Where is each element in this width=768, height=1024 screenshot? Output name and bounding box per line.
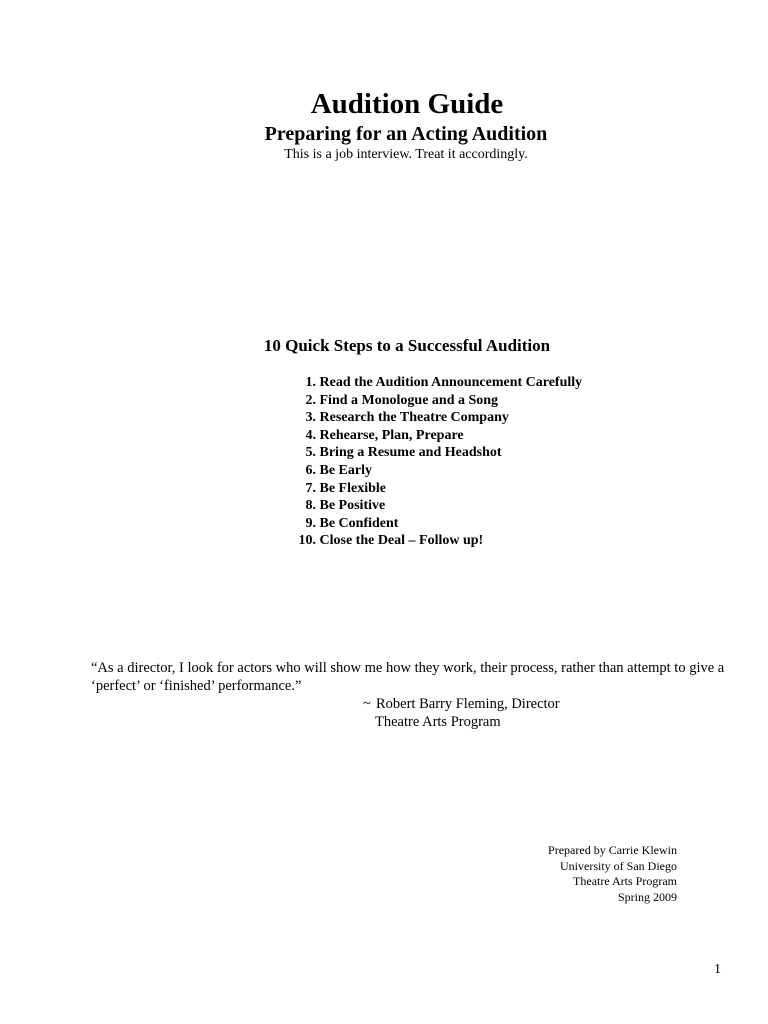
step-number: 5.: [305, 445, 316, 461]
step-number: 7.: [305, 480, 316, 496]
step-text: Bring a Resume and Headshot: [319, 445, 502, 461]
step-text: Find a Monologue and a Song: [319, 392, 499, 408]
document-tagline: This is a job interview. Treat it accordingly.: [284, 147, 528, 162]
page-number: 1: [714, 962, 721, 977]
list-item: [293, 409, 582, 427]
prepared-university: University of San Diego: [560, 858, 677, 873]
step-number: 3.: [305, 410, 316, 426]
list-item: [293, 532, 582, 550]
step-text: Be Early: [319, 462, 372, 478]
prepared-date: Spring 2009: [617, 889, 677, 904]
prepared-program: Theatre Arts Program: [573, 874, 677, 888]
list-item: [293, 497, 582, 515]
list-item: [293, 462, 582, 480]
step-text: Close the Deal – Follow up!: [319, 533, 484, 549]
director-quote: “As a director, I look for actors who will show me how they work, their process, rather than attempt to give a ‘perfect’ or ‘finished’ performance.”: [91, 660, 725, 694]
steps-list: [293, 374, 582, 550]
list-item: [293, 374, 582, 392]
step-text: Be Confident: [319, 515, 399, 531]
prepared-by-line: Prepared by Carrie Klewin: [548, 843, 677, 857]
step-text: Research the Theatre Company: [319, 410, 509, 426]
step-number: 4.: [305, 427, 316, 443]
attribution-tilde: ~: [363, 696, 371, 712]
attribution-name: Robert Barry Fleming, Director: [376, 696, 560, 712]
step-text: Rehearse, Plan, Prepare: [319, 427, 464, 443]
list-item: [293, 427, 582, 445]
list-item: [293, 480, 582, 498]
step-text: Be Positive: [319, 498, 386, 514]
step-number: 6.: [305, 462, 316, 478]
step-number: 9.: [305, 515, 316, 531]
list-item: [293, 392, 582, 410]
list-item: [293, 515, 582, 533]
quote-attribution: [363, 696, 560, 731]
step-number: 1.: [305, 375, 316, 390]
attribution-org: Theatre Arts Program: [375, 713, 501, 730]
step-text: Read the Audition Announcement Carefully: [319, 375, 583, 390]
document-title: Audition Guide: [310, 88, 504, 120]
step-text: Be Flexible: [319, 480, 386, 496]
step-number: 8.: [305, 498, 316, 514]
step-number: 2.: [305, 392, 316, 408]
document-subtitle: Preparing for an Acting Audition: [264, 123, 548, 145]
step-number: 10.: [298, 533, 316, 549]
prepared-by-block: [548, 843, 677, 905]
steps-heading: 10 Quick Steps to a Successful Audition: [263, 336, 551, 355]
list-item: [293, 444, 582, 462]
